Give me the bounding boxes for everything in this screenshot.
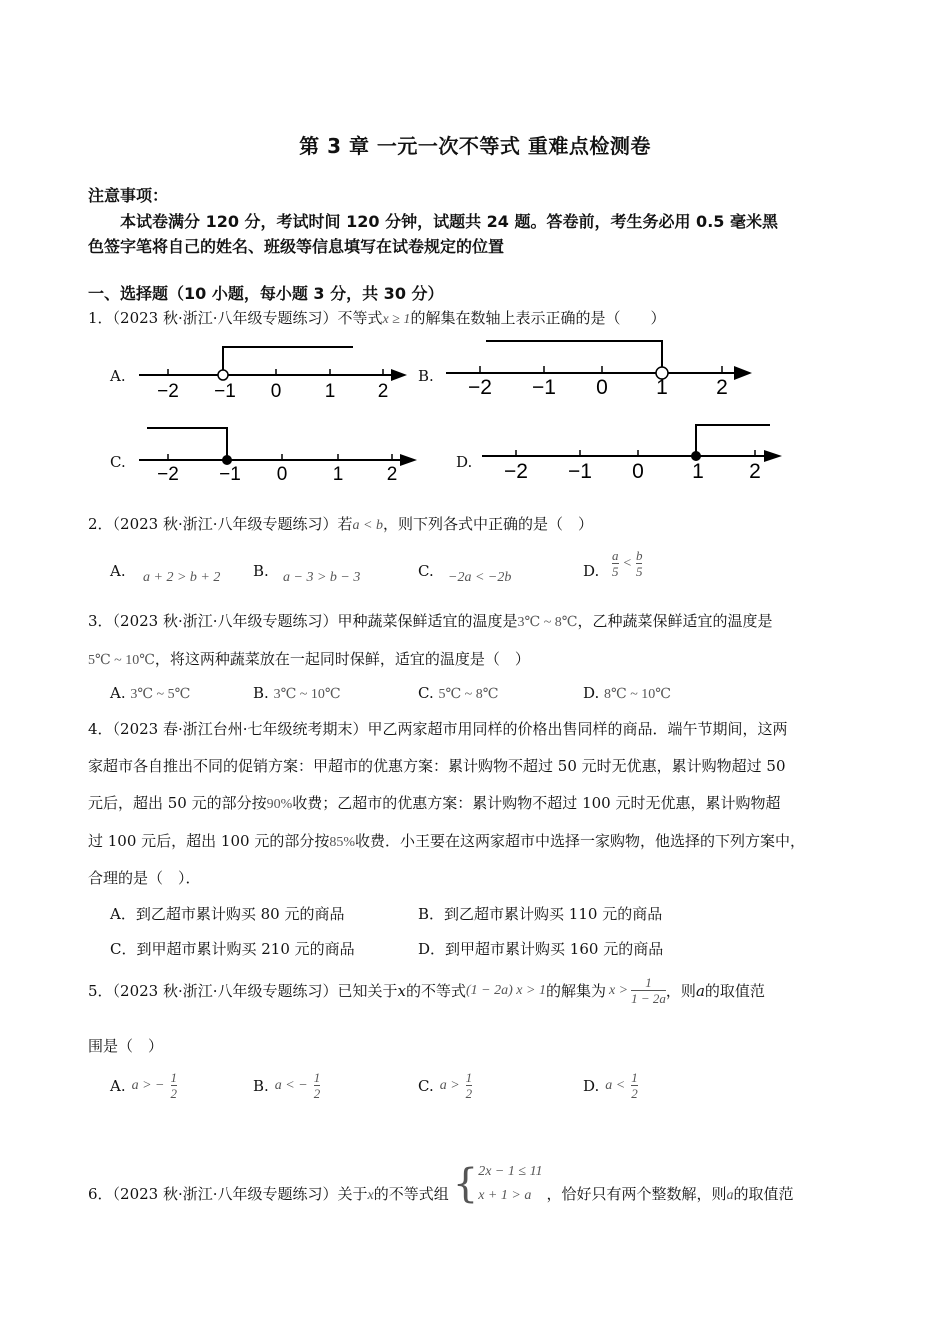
q3-option-b: B. 3℃ ~ 10℃ bbox=[253, 684, 341, 702]
tick-label: −1 bbox=[219, 464, 241, 485]
q4-option-a: A．到乙超市累计购买 80 元的商品 bbox=[110, 905, 345, 923]
tick-label: 0 bbox=[270, 381, 282, 402]
q3-option-c: C. 5℃ ~ 8℃ bbox=[418, 684, 499, 702]
q5-option-d: D. a < $\frac{1}{2}$ bbox=[583, 1070, 638, 1101]
q2-option-b: B. bbox=[253, 562, 269, 580]
q4-option-d: D．到甲超市累计购买 160 元的商品 bbox=[418, 940, 664, 958]
question-4-line-4: 过 100 元后，超出 100 元的部分按85%收费．小王要在这两家超市中选择一家购物，他选择的下列方案中， bbox=[88, 832, 806, 850]
notice-line-2: 色签字笔将自己的姓名、班级等信息填写在试卷规定的位置 bbox=[88, 237, 505, 256]
q1-inequality: x ≥ 1 bbox=[382, 312, 411, 327]
q3-option-d: D. 8℃ ~ 10℃ bbox=[583, 684, 671, 702]
tick-label: 1 bbox=[332, 464, 344, 485]
q2-option-a-expr: a + 2 > b + 2 bbox=[143, 570, 221, 585]
page-title: 第 3 章 一元一次不等式 重难点检测卷 bbox=[299, 134, 651, 158]
q3-option-a: A. 3℃ ~ 5℃ bbox=[110, 684, 191, 702]
q5-option-c: C. a > $\frac{1}{2}$ bbox=[418, 1070, 473, 1101]
tick-label: 2 bbox=[386, 464, 398, 485]
tick-label: 0 bbox=[276, 464, 288, 485]
tick-label: 2 bbox=[716, 376, 728, 399]
q5-option-a: A. a > − $\frac{1}{2}$ bbox=[110, 1070, 178, 1101]
tick-label: −2 bbox=[504, 460, 528, 483]
section-heading: 一、选择题（10 小题，每小题 3 分，共 30 分） bbox=[88, 284, 444, 303]
question-5-line-2: 围是（ ） bbox=[88, 1037, 164, 1055]
q4-option-b: B．到乙超市累计购买 110 元的商品 bbox=[418, 905, 663, 923]
q1-option-d-label: D. bbox=[456, 453, 473, 471]
tick-label: −2 bbox=[157, 464, 179, 485]
tick-label: 2 bbox=[749, 460, 761, 483]
question-3-line-2: 5℃ ~ 10℃，将这两种蔬菜放在一起同时保鲜，适宜的温度是（ ） bbox=[88, 650, 530, 668]
q1-number-line-b bbox=[442, 331, 762, 403]
question-3-line-1: 3．（2023 秋·浙江·八年级专题练习）甲种蔬菜保鲜适宜的温度是3℃ ~ 8℃，乙种蔬菜保鲜适宜的温度是 bbox=[88, 612, 773, 630]
question-4-line-1: 4．（2023 春·浙江台州·七年级统考期末）甲乙两家超市用同样的价格出售同样的商品．端午节期间，这两 bbox=[88, 720, 788, 738]
q1-number-line-d bbox=[478, 420, 788, 485]
q4-option-c: C．到甲超市累计购买 210 元的商品 bbox=[110, 940, 355, 958]
question-6: 6．（2023 秋·浙江·八年级专题练习）关于 x 的不等式组 { 2x − 1 ≤ 11 x + 1 > a ，恰好只有两个整数解，则 a 的取值范 bbox=[88, 1161, 794, 1207]
tick-label: −2 bbox=[468, 376, 492, 399]
question-4-line-3: 元后，超出 50 元的部分按90%收费；乙超市的优惠方案：累计购物不超过 100 元时无优惠，累计购物超 bbox=[88, 794, 781, 812]
q2-option-d: D. bbox=[583, 562, 600, 580]
tick-label: −1 bbox=[214, 381, 236, 402]
tick-label: 0 bbox=[596, 376, 608, 399]
question-4-line-5: 合理的是（ ）． bbox=[88, 869, 201, 887]
q1-option-a-label: A. bbox=[110, 367, 126, 385]
q5-option-b: B. a < − $\frac{1}{2}$ bbox=[253, 1070, 321, 1101]
notice-heading: 注意事项： bbox=[88, 186, 169, 205]
q6-system: { 2x − 1 ≤ 11 x + 1 > a bbox=[452, 1161, 543, 1207]
question-1: 1．（2023 秋·浙江·八年级专题练习）不等式x ≥ 1的解集在数轴上表示正确的是（ ） bbox=[88, 309, 666, 327]
notice-line-1: 本试卷满分 120 分，考试时间 120 分钟，试题共 24 题。答卷前，考生务必用 0.5 毫米黑 bbox=[120, 212, 778, 231]
q2-option-a: A. bbox=[110, 562, 126, 580]
question-4-line-2: 家超市各自推出不同的促销方案：甲超市的优惠方案：累计购物不超过 50 元时无优惠，累计购物超过 50 bbox=[88, 757, 786, 775]
q1-option-b-label: B. bbox=[418, 367, 434, 385]
tick-label: 2 bbox=[377, 381, 389, 402]
tick-label: 1 bbox=[324, 381, 336, 402]
q2-option-c: C. bbox=[418, 562, 434, 580]
question-5-line-1: 5．（2023 秋·浙江·八年级专题练习）已知关于 x 的不等式 (1 − 2a) x > 1 的解集为 x > $\frac{1}{1 - 2a}$ ，则 a 的取值范 bbox=[88, 975, 765, 1006]
tick-label: −2 bbox=[157, 381, 179, 402]
q1-number-line-c bbox=[135, 420, 425, 485]
tick-label: −1 bbox=[568, 460, 592, 483]
tick-label: 1 bbox=[656, 376, 668, 399]
open-point bbox=[218, 370, 228, 380]
question-2: 2．（2023 秋·浙江·八年级专题练习）若a < b，则下列各式中正确的是（ ） bbox=[88, 515, 593, 533]
q2-option-b-expr: a − 3 > b − 3 bbox=[283, 570, 361, 585]
tick-label: 0 bbox=[632, 460, 644, 483]
tick-label: −1 bbox=[532, 376, 556, 399]
q2-option-c-expr: −2a < −2b bbox=[448, 570, 512, 585]
q1-option-c-label: C. bbox=[110, 453, 126, 471]
q2-option-d-expr: $\frac{a}{5}$ < $\frac{b}{5}$ bbox=[612, 548, 643, 579]
tick-label: 1 bbox=[692, 460, 704, 483]
q1-number-line-a bbox=[135, 340, 415, 402]
